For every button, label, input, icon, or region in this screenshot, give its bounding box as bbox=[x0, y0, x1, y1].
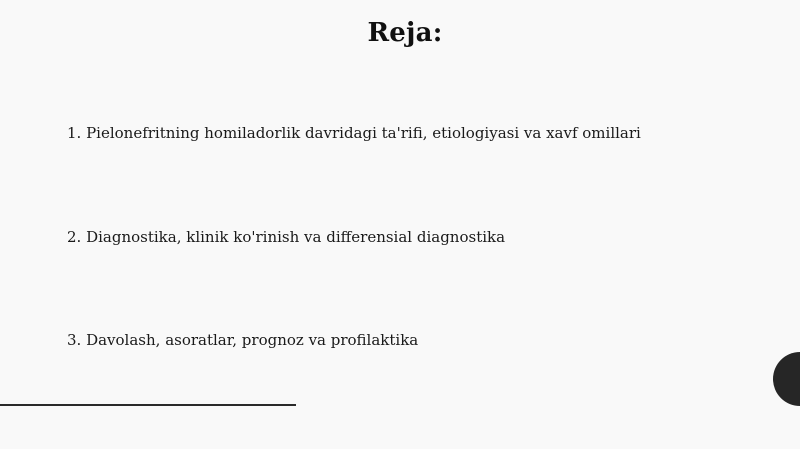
plan-item-2: 2. Diagnostika, klinik ko'rinish va differensial diagnostika bbox=[67, 228, 506, 246]
slide-title: Reja: bbox=[367, 18, 443, 48]
decorative-circle-shape bbox=[773, 352, 800, 406]
decorative-divider-line bbox=[0, 404, 296, 406]
plan-item-1: 1. Pielonefritning homiladorlik davridagi ta'rifi, etiologiyasi va xavf omillari bbox=[67, 124, 641, 142]
plan-item-3: 3. Davolash, asoratlar, prognoz va profilaktika bbox=[67, 331, 419, 349]
